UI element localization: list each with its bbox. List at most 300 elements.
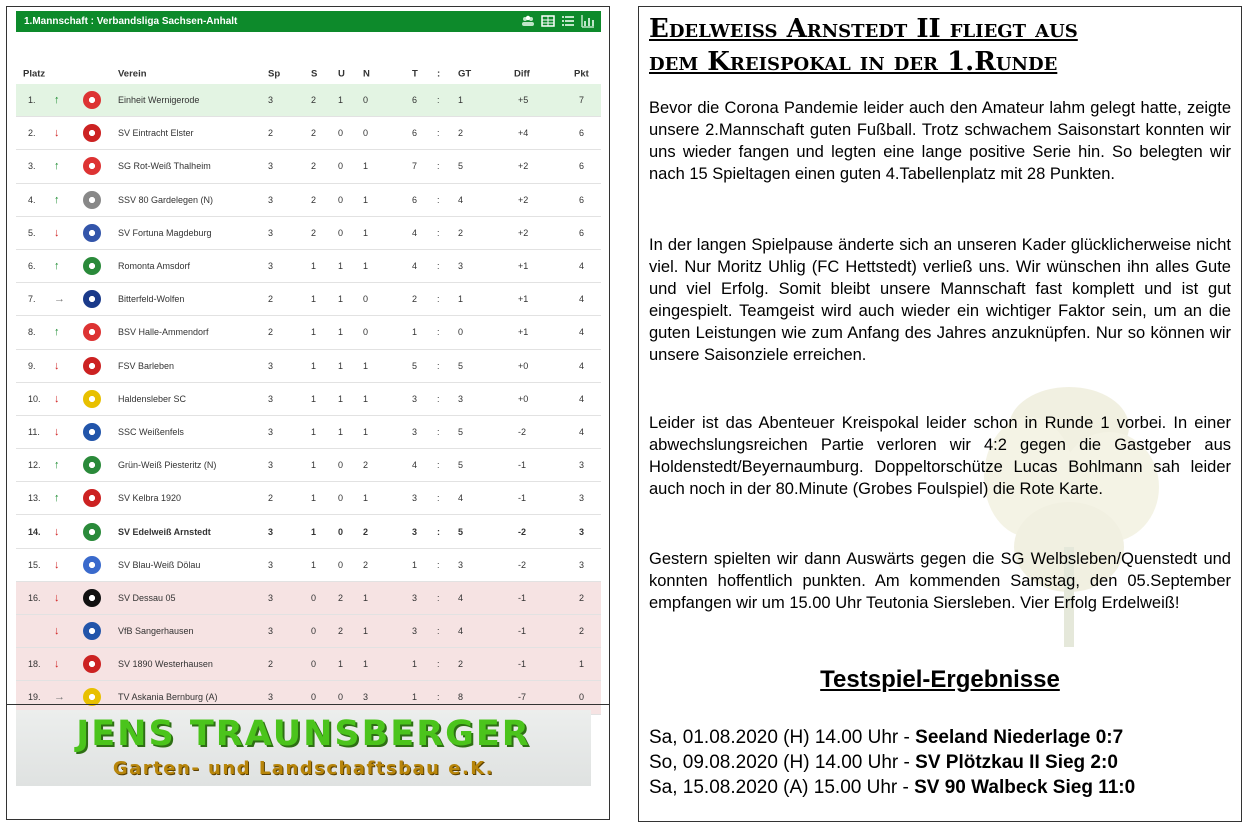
goals-against: 4 xyxy=(458,194,464,205)
draws: 1 xyxy=(338,360,344,371)
club-crest-icon xyxy=(83,257,101,275)
table-row[interactable] xyxy=(16,283,601,316)
losses: 0 xyxy=(363,128,369,139)
team-name[interactable]: TV Askania Bernburg (A) xyxy=(118,692,218,703)
goals-against: 3 xyxy=(458,261,464,272)
points: 4 xyxy=(579,426,585,437)
wins: 2 xyxy=(311,95,317,106)
paragraph-3: Leider ist das Abenteuer Kreispokal leider schon in Runde 1 vorbei. In einer abwechslungsreichen Partie verloren wir 4:2 gegen die Gastgeber aus Holdenstedt/Beyernaumburg. Doppeltorschütze Lucas Bohlmann sah leider auch noch in der 80.Minute (Grobes Foulspiel) die Rote Karte. xyxy=(649,414,1231,498)
losses: 0 xyxy=(363,327,369,338)
row-position: 6. xyxy=(28,261,36,272)
goals-against: 3 xyxy=(458,393,464,404)
score-colon: : xyxy=(437,360,440,371)
row-position: 10. xyxy=(28,393,41,404)
trend-down-icon: ↓ xyxy=(54,591,60,604)
paragraph-4: Gestern spielten wir dann Auswärts gegen die SG Welbsleben/Quenstedt und konnten hoffentlich punkten. Am kommenden Samstag, den 05.September empfangen wir um 15.00 Uhr Teutonia Siersleben. Vier Erfolg Erdelweiß! xyxy=(649,550,1231,612)
games-played: 3 xyxy=(268,692,274,703)
goals-for: 4 xyxy=(412,227,418,238)
losses: 2 xyxy=(363,460,369,471)
col-colon: : xyxy=(437,68,441,80)
games-played: 3 xyxy=(268,261,274,272)
trend-down-icon: ↓ xyxy=(54,658,60,671)
wins: 1 xyxy=(311,393,317,404)
score-colon: : xyxy=(437,659,440,670)
draws: 0 xyxy=(338,493,344,504)
points: 2 xyxy=(579,626,585,637)
points: 6 xyxy=(579,227,585,238)
games-played: 3 xyxy=(268,626,274,637)
col-n[interactable]: N xyxy=(363,68,370,80)
table-row[interactable] xyxy=(16,582,601,615)
losses: 2 xyxy=(363,526,369,537)
goals-for: 2 xyxy=(412,294,418,305)
games-played: 3 xyxy=(268,592,274,603)
losses: 1 xyxy=(363,360,369,371)
col-verein[interactable]: Verein xyxy=(118,68,147,80)
row-position: 5. xyxy=(28,227,36,238)
col-u[interactable]: U xyxy=(338,68,345,80)
losses: 1 xyxy=(363,161,369,172)
goal-difference: +5 xyxy=(518,95,529,106)
score-colon: : xyxy=(437,626,440,637)
view-toggle-icons xyxy=(521,14,595,28)
games-played: 3 xyxy=(268,227,274,238)
losses: 0 xyxy=(363,95,369,106)
wins: 2 xyxy=(311,128,317,139)
goal-difference: -7 xyxy=(518,692,527,703)
league-table xyxy=(16,11,601,704)
sponsor-name: JENS TRAUNSBERGER xyxy=(76,714,531,754)
row-position: 11. xyxy=(28,426,40,437)
table-row[interactable] xyxy=(16,217,601,250)
games-played: 3 xyxy=(268,360,274,371)
table-row[interactable] xyxy=(16,150,601,183)
draws: 1 xyxy=(338,261,344,272)
trend-up-icon: ↑ xyxy=(54,193,60,206)
score-colon: : xyxy=(437,692,440,703)
goal-difference: -2 xyxy=(518,526,527,537)
sponsor-subtitle: Garten- und Landschaftsbau e.K. xyxy=(112,758,495,779)
results-title: Testspiel-Ergebnisse xyxy=(820,666,1060,693)
trend-up-icon: ↑ xyxy=(54,326,60,339)
result-line xyxy=(649,751,1239,775)
goals-for: 1 xyxy=(412,692,418,703)
losses: 1 xyxy=(363,261,369,272)
col-t[interactable]: T xyxy=(412,68,418,80)
wins: 1 xyxy=(311,493,317,504)
headline-line-1: Edelweiss Arnstedt II fliegt aus xyxy=(649,14,1078,44)
row-position: 12. xyxy=(28,460,41,471)
trend-down-icon: ↓ xyxy=(54,558,60,571)
team-name[interactable]: SV Dessau 05 xyxy=(118,592,176,603)
games-played: 2 xyxy=(268,327,274,338)
wins: 0 xyxy=(311,592,317,603)
goals-against: 5 xyxy=(458,161,464,172)
club-crest-icon xyxy=(83,456,101,474)
score-colon: : xyxy=(437,194,440,205)
points: 4 xyxy=(579,393,585,404)
wins: 1 xyxy=(311,360,317,371)
goals-against: 2 xyxy=(458,227,464,238)
draws: 0 xyxy=(338,194,344,205)
article-headline xyxy=(649,13,1229,79)
games-played: 3 xyxy=(268,460,274,471)
result-score: Seeland Niederlage 0:7 xyxy=(915,727,1124,748)
team-name[interactable]: SV Eintracht Elster xyxy=(118,128,194,139)
table-row[interactable] xyxy=(16,350,601,383)
table-row[interactable] xyxy=(16,449,601,482)
goal-difference: +1 xyxy=(518,294,529,305)
losses: 1 xyxy=(363,659,369,670)
trend-up-icon: ↑ xyxy=(54,160,60,173)
result-date: Sa, 15.08.2020 (A) 15.00 Uhr - xyxy=(649,777,915,798)
score-colon: : xyxy=(437,493,440,504)
club-crest-icon xyxy=(83,589,101,607)
draws: 1 xyxy=(338,294,344,305)
games-played: 3 xyxy=(268,526,274,537)
draws: 1 xyxy=(338,95,344,106)
draws: 0 xyxy=(338,161,344,172)
trend-down-icon: ↓ xyxy=(54,226,60,239)
wins: 1 xyxy=(311,526,317,537)
wins: 1 xyxy=(311,327,317,338)
score-colon: : xyxy=(437,261,440,272)
table-view-icon[interactable] xyxy=(541,14,555,28)
team-name[interactable]: FSV Barleben xyxy=(118,360,175,371)
draws: 2 xyxy=(338,592,344,603)
article-panel xyxy=(638,6,1242,822)
games-played: 3 xyxy=(268,393,274,404)
points: 6 xyxy=(579,161,585,172)
row-position: 2. xyxy=(28,128,36,139)
games-played: 3 xyxy=(268,426,274,437)
goal-difference: +2 xyxy=(518,161,529,172)
points: 4 xyxy=(579,360,585,371)
table-row[interactable] xyxy=(16,184,601,217)
goals-for: 3 xyxy=(412,393,418,404)
goals-for: 5 xyxy=(412,360,418,371)
losses: 1 xyxy=(363,493,369,504)
goal-difference: +4 xyxy=(518,128,529,139)
goals-against: 0 xyxy=(458,327,464,338)
goal-difference: +0 xyxy=(518,393,529,404)
table-title: 1.Mannschaft : Verbandsliga Sachsen-Anhalt xyxy=(24,16,238,27)
goals-for: 3 xyxy=(412,592,418,603)
losses: 1 xyxy=(363,426,369,437)
col-sp[interactable]: Sp xyxy=(268,68,281,80)
trend-up-icon: ↑ xyxy=(54,459,60,472)
score-colon: : xyxy=(437,294,440,305)
goal-difference: -1 xyxy=(518,592,527,603)
list-view-icon[interactable] xyxy=(561,14,575,28)
games-played: 3 xyxy=(268,559,274,570)
points: 3 xyxy=(579,559,585,570)
games-played: 3 xyxy=(268,95,274,106)
trend-down-icon: ↓ xyxy=(54,359,60,372)
club-crest-icon xyxy=(83,224,101,242)
goals-against: 4 xyxy=(458,592,464,603)
losses: 1 xyxy=(363,592,369,603)
table-row[interactable] xyxy=(16,615,601,648)
draws: 0 xyxy=(338,559,344,570)
team-name[interactable]: SSV 80 Gardelegen (N) xyxy=(118,194,214,205)
points: 6 xyxy=(579,128,585,139)
draws: 1 xyxy=(338,659,344,670)
goals-against: 5 xyxy=(458,426,464,437)
headline-line-2: dem Kreispokal in der 1.Runde xyxy=(649,47,1058,77)
team-name[interactable]: SV Kelbra 1920 xyxy=(118,493,182,504)
table-row[interactable] xyxy=(16,383,601,416)
goal-difference: -2 xyxy=(518,559,527,570)
col-diff[interactable]: Diff xyxy=(514,68,530,80)
result-line xyxy=(649,726,1239,750)
trend-up-icon: ↑ xyxy=(54,492,60,505)
trend-same-icon: → xyxy=(54,293,65,306)
col-s[interactable]: S xyxy=(311,68,318,80)
team-name[interactable]: Grün-Weiß Piesteritz (N) xyxy=(118,460,217,471)
table-row[interactable] xyxy=(16,316,601,349)
goals-against: 8 xyxy=(458,692,464,703)
table-row[interactable] xyxy=(16,416,601,449)
result-line xyxy=(649,776,1239,800)
result-date: Sa, 01.08.2020 (H) 14.00 Uhr - xyxy=(649,727,916,748)
goals-for: 7 xyxy=(412,161,418,172)
club-crest-icon xyxy=(83,556,101,574)
wins: 1 xyxy=(311,460,317,471)
chart-icon[interactable] xyxy=(581,14,595,28)
goals-for: 1 xyxy=(412,659,418,670)
goals-against: 2 xyxy=(458,659,464,670)
team-name[interactable]: SV Blau-Weiß Dölau xyxy=(118,559,201,570)
row-position: 8. xyxy=(28,327,36,338)
draws: 0 xyxy=(338,128,344,139)
goals-against: 1 xyxy=(458,294,464,305)
score-colon: : xyxy=(437,393,440,404)
score-colon: : xyxy=(437,460,440,471)
wins: 1 xyxy=(311,559,317,570)
team-name[interactable]: Bitterfeld-Wolfen xyxy=(118,294,185,305)
losses: 0 xyxy=(363,294,369,305)
score-colon: : xyxy=(437,161,440,172)
goal-difference: +2 xyxy=(518,194,529,205)
goal-difference: +0 xyxy=(518,360,529,371)
row-position: 16. xyxy=(28,592,41,603)
points: 0 xyxy=(579,692,585,703)
goals-against: 5 xyxy=(458,460,464,471)
losses: 3 xyxy=(363,692,369,703)
score-colon: : xyxy=(437,526,440,537)
paragraph-1: Bevor die Corona Pandemie leider auch den Amateur lahm gelegt hatte, zeigte unsere 2.Mannschaft guten Fußball. Trotz schwachem Saisonstart konnten wir uns wieder fangen und legten eine lange positive Serie hin. So belegten wir nach 15 Spieltagen einen guten 4.Tabellenplatz mit 28 Punkten. xyxy=(649,99,1231,183)
draws: 1 xyxy=(338,426,344,437)
row-position: 14. xyxy=(28,526,41,537)
wins: 0 xyxy=(311,692,317,703)
wins: 2 xyxy=(311,227,317,238)
trend-down-icon: ↓ xyxy=(54,392,60,405)
table-row[interactable] xyxy=(16,648,601,681)
club-crest-icon xyxy=(83,157,101,175)
draws: 0 xyxy=(338,227,344,238)
goals-for: 3 xyxy=(412,526,418,537)
goal-difference: -1 xyxy=(518,659,527,670)
row-position: 15. xyxy=(28,559,41,570)
losses: 2 xyxy=(363,559,369,570)
table-row[interactable] xyxy=(16,117,601,150)
row-position: 3. xyxy=(28,161,36,172)
losses: 1 xyxy=(363,393,369,404)
result-score: SV Plötzkau II Sieg 2:0 xyxy=(915,752,1118,773)
team-name[interactable]: Einheit Wernigerode xyxy=(118,95,200,106)
club-crest-icon xyxy=(83,523,101,541)
wins: 2 xyxy=(311,161,317,172)
table-row[interactable] xyxy=(16,250,601,283)
points: 3 xyxy=(579,460,585,471)
team-name[interactable]: BSV Halle-Ammendorf xyxy=(118,327,209,338)
team-name[interactable]: SV Fortuna Magdeburg xyxy=(118,227,212,238)
goals-against: 5 xyxy=(458,360,464,371)
goal-difference: -1 xyxy=(518,493,527,504)
wins: 2 xyxy=(311,194,317,205)
row-position: 19. xyxy=(28,692,41,703)
goal-difference: +1 xyxy=(518,261,529,272)
points: 1 xyxy=(579,659,585,670)
table-header-bar xyxy=(16,11,601,32)
goals-for: 3 xyxy=(412,493,418,504)
row-position: 7. xyxy=(28,294,36,305)
club-crest-icon xyxy=(83,489,101,507)
draws: 1 xyxy=(338,327,344,338)
draws: 0 xyxy=(338,526,344,537)
table-row[interactable] xyxy=(16,515,601,548)
goal-difference: -1 xyxy=(518,626,527,637)
table-row[interactable] xyxy=(16,84,601,117)
goals-for: 3 xyxy=(412,626,418,637)
goals-for: 4 xyxy=(412,261,418,272)
club-crest-icon xyxy=(83,191,101,209)
goal-difference: -2 xyxy=(518,426,527,437)
games-played: 2 xyxy=(268,659,274,670)
goals-against: 1 xyxy=(458,95,464,106)
games-played: 2 xyxy=(268,294,274,305)
column-headers xyxy=(16,32,601,84)
draws: 0 xyxy=(338,692,344,703)
goals-against: 5 xyxy=(458,526,464,537)
table-body xyxy=(16,84,601,715)
paragraph-2: In der langen Spielpause änderte sich an unseren Kader glücklicherweise nicht viel. Nur Moritz Uhlig (FC Hettstedt) verließ uns. Wir wünschen ihn alles Gute und viel Erfolg. Somit bleibt unsere Mannschaft fast komplett und ist gut eingespielt. Teamgeist wird auch wieder ein wichtiger Faktor sein, um an die guten Leistungen wie zum Anfang des Jahres anzuknüpfen. Nur so können wir unsere Saisonziele erreichen. xyxy=(649,236,1231,364)
goals-against: 2 xyxy=(458,128,464,139)
goals-for: 6 xyxy=(412,194,418,205)
points: 6 xyxy=(579,194,585,205)
losses: 1 xyxy=(363,626,369,637)
goals-against: 4 xyxy=(458,626,464,637)
club-crest-icon xyxy=(83,423,101,441)
club-crest-icon xyxy=(83,357,101,375)
score-colon: : xyxy=(437,592,440,603)
col-gt[interactable]: GT xyxy=(458,68,472,80)
wins: 0 xyxy=(311,659,317,670)
trend-down-icon: ↓ xyxy=(54,625,60,638)
goals-against: 3 xyxy=(458,559,464,570)
team-name[interactable]: SSC Weißenfels xyxy=(118,426,184,437)
goal-difference: -1 xyxy=(518,460,527,471)
club-crest-icon xyxy=(83,323,101,341)
row-position: 9. xyxy=(28,360,36,371)
points: 2 xyxy=(579,592,585,603)
score-colon: : xyxy=(437,227,440,238)
draws: 1 xyxy=(338,393,344,404)
team-icon[interactable] xyxy=(521,14,535,28)
club-crest-icon xyxy=(83,390,101,408)
score-colon: : xyxy=(437,327,440,338)
goals-for: 1 xyxy=(412,559,418,570)
table-row[interactable] xyxy=(16,482,601,515)
table-row[interactable] xyxy=(16,549,601,582)
trend-up-icon: ↑ xyxy=(54,260,60,273)
games-played: 3 xyxy=(268,194,274,205)
wins: 1 xyxy=(311,261,317,272)
score-colon: : xyxy=(437,128,440,139)
draws: 2 xyxy=(338,626,344,637)
points: 3 xyxy=(579,526,585,537)
result-score: SV 90 Walbeck Sieg 11:0 xyxy=(914,777,1136,798)
goals-for: 3 xyxy=(412,426,418,437)
goals-for: 4 xyxy=(412,460,418,471)
losses: 1 xyxy=(363,194,369,205)
losses: 1 xyxy=(363,227,369,238)
row-position: 13. xyxy=(28,493,41,504)
sponsor-banner xyxy=(16,710,591,786)
club-crest-icon xyxy=(83,290,101,308)
row-position: 4. xyxy=(28,194,36,205)
wins: 1 xyxy=(311,426,317,437)
goal-difference: +1 xyxy=(518,327,529,338)
games-played: 2 xyxy=(268,128,274,139)
team-name[interactable]: SV Edelweiß Arnstedt xyxy=(118,526,211,537)
trend-same-icon: → xyxy=(54,691,65,704)
goals-against: 4 xyxy=(458,493,464,504)
team-name[interactable]: SV 1890 Westerhausen xyxy=(118,659,213,670)
result-date: So, 09.08.2020 (H) 14.00 Uhr - xyxy=(649,752,916,773)
club-crest-icon xyxy=(83,124,101,142)
team-name[interactable]: Haldensleber SC xyxy=(118,393,187,404)
team-name[interactable]: VfB Sangerhausen xyxy=(118,626,194,637)
team-name[interactable]: Romonta Amsdorf xyxy=(118,261,191,272)
wins: 1 xyxy=(311,294,317,305)
col-platz[interactable]: Platz xyxy=(23,68,46,80)
team-name[interactable]: SG Rot-Weiß Thalheim xyxy=(118,161,211,172)
score-colon: : xyxy=(437,426,440,437)
points: 7 xyxy=(579,95,585,106)
games-played: 2 xyxy=(268,493,274,504)
row-position: 1. xyxy=(28,95,36,106)
trend-down-icon: ↓ xyxy=(54,425,60,438)
trend-up-icon: ↑ xyxy=(54,94,60,107)
score-colon: : xyxy=(437,559,440,570)
draws: 0 xyxy=(338,460,344,471)
points: 4 xyxy=(579,294,585,305)
col-pkt[interactable]: Pkt xyxy=(574,68,589,80)
club-crest-icon xyxy=(83,91,101,109)
goals-for: 6 xyxy=(412,128,418,139)
points: 3 xyxy=(579,493,585,504)
points: 4 xyxy=(579,327,585,338)
wins: 0 xyxy=(311,626,317,637)
row-position: 18. xyxy=(28,659,41,670)
goal-difference: +2 xyxy=(518,227,529,238)
trend-down-icon: ↓ xyxy=(54,525,60,538)
trend-down-icon: ↓ xyxy=(54,127,60,140)
club-crest-icon xyxy=(83,622,101,640)
goals-for: 6 xyxy=(412,95,418,106)
